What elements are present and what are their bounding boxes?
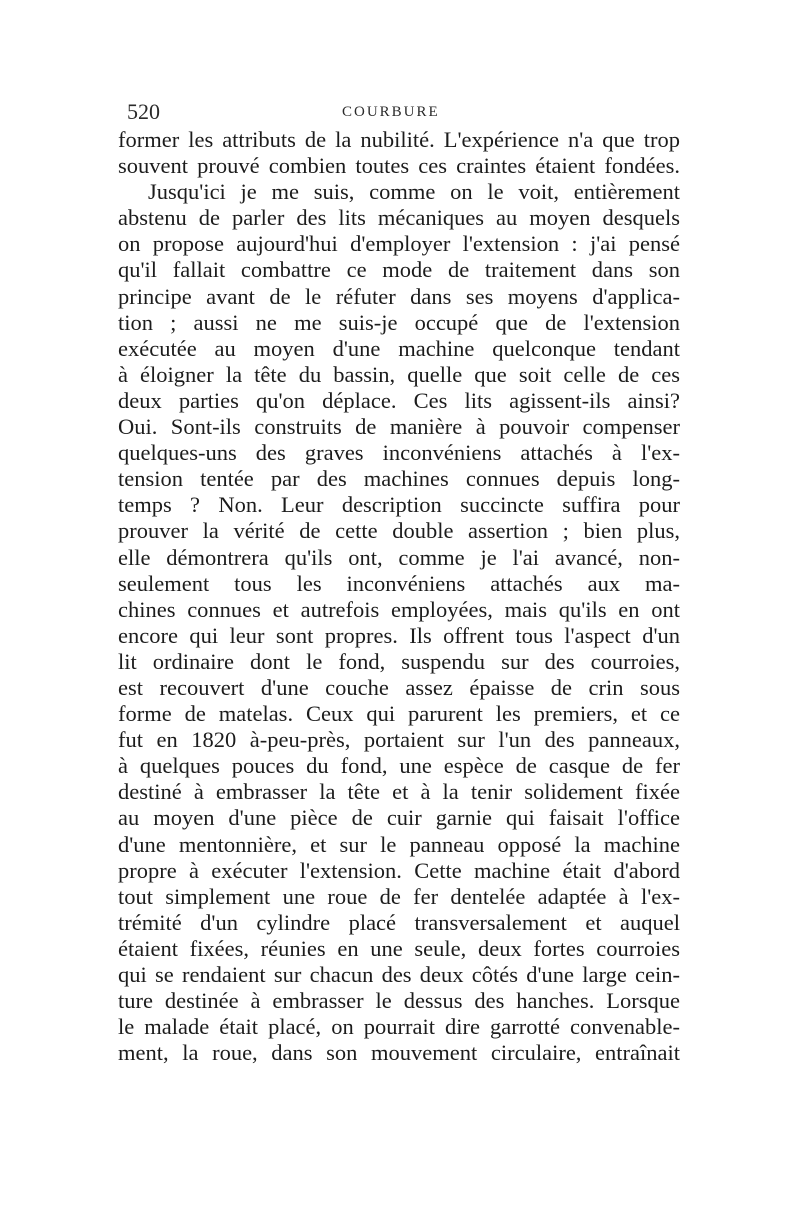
text-line: tout simplement une roue de fer dentelée adaptée à l'ex-: [118, 883, 680, 909]
page-header: [127, 100, 682, 124]
text-line: ture destinée à embrasser le dessus des hanches. Lorsque: [118, 988, 680, 1014]
text-line: lit ordinaire dont le fond, suspendu sur des courroies,: [118, 648, 680, 674]
text-line: seulement tous les inconvéniens attachés aux ma-: [118, 570, 680, 596]
text-line: quelques-uns des graves inconvéniens attachés à l'ex-: [118, 440, 680, 466]
text-line: forme de matelas. Ceux qui parurent les premiers, et ce: [118, 701, 680, 727]
text-line: temps ? Non. Leur description succincte suffira pour: [118, 492, 680, 518]
page-number: 520: [127, 99, 160, 124]
text-line: propre à exécuter l'extension. Cette machine était d'abord: [118, 857, 680, 883]
text-line: est recouvert d'une couche assez épaisse de crin sous: [118, 674, 680, 700]
text-line: ment, la roue, dans son mouvement circulaire, entraînait: [118, 1040, 680, 1066]
text-line: principe avant de le réfuter dans ses moyens d'applica-: [118, 283, 680, 309]
text-line: souvent prouvé combien toutes ces craintes étaient fondées.: [118, 153, 680, 179]
text-line: fut en 1820 à-peu-près, portaient sur l'un des panneaux,: [118, 727, 680, 753]
text-line: qu'il fallait combattre ce mode de traitement dans son: [118, 257, 680, 283]
text-line: trémité d'un cylindre placé transversalement et auquel: [118, 909, 680, 935]
text-line: chines connues et autrefois employées, mais qu'ils en ont: [118, 596, 680, 622]
text-line: étaient fixées, réunies en une seule, deux fortes courroies: [118, 935, 680, 961]
text-line: Jusqu'ici je me suis, comme on le voit, entièrement: [148, 179, 680, 205]
text-line: à quelques pouces du fond, une espèce de casque de fer: [118, 753, 680, 779]
text-line: Oui. Sont-ils construits de manière à pouvoir compenser: [118, 414, 680, 440]
text-line: le malade était placé, on pourrait dire garrotté convenable-: [118, 1014, 680, 1040]
text-line: encore qui leur sont propres. Ils offrent tous l'aspect d'un: [118, 622, 680, 648]
text-line: prouver la vérité de cette double assertion ; bien plus,: [118, 518, 680, 544]
text-line: au moyen d'une pièce de cuir garnie qui faisait l'office: [118, 805, 680, 831]
text-line: exécutée au moyen d'une machine quelconque tendant: [118, 335, 680, 361]
text-line: elle démontrera qu'ils ont, comme je l'ai avancé, non-: [118, 544, 680, 570]
running-title: COURBURE: [342, 104, 440, 120]
text-line: tion ; aussi ne me suis-je occupé que de l'extension: [118, 309, 680, 335]
text-line: qui se rendaient sur chacun des deux côtés d'une large cein-: [118, 962, 680, 987]
text-line: on propose aujourd'hui d'employer l'extension : j'ai pensé: [118, 231, 680, 257]
text-line: former les attributs de la nubilité. L'expérience n'a que trop: [118, 127, 680, 152]
text-line: deux parties qu'on déplace. Ces lits agissent-ils ainsi?: [118, 387, 680, 413]
body-text: [118, 127, 680, 1066]
text-line: destiné à embrasser la tête et à la tenir solidement fixée: [118, 779, 680, 805]
text-line: abstenu de parler des lits mécaniques au moyen desquels: [118, 205, 680, 231]
text-line: à éloigner la tête du bassin, quelle que soit celle de ces: [118, 361, 680, 387]
text-line: d'une mentonnière, et sur le panneau opposé la machine: [118, 831, 680, 857]
text-line: tension tentée par des machines connues depuis long-: [118, 466, 680, 492]
